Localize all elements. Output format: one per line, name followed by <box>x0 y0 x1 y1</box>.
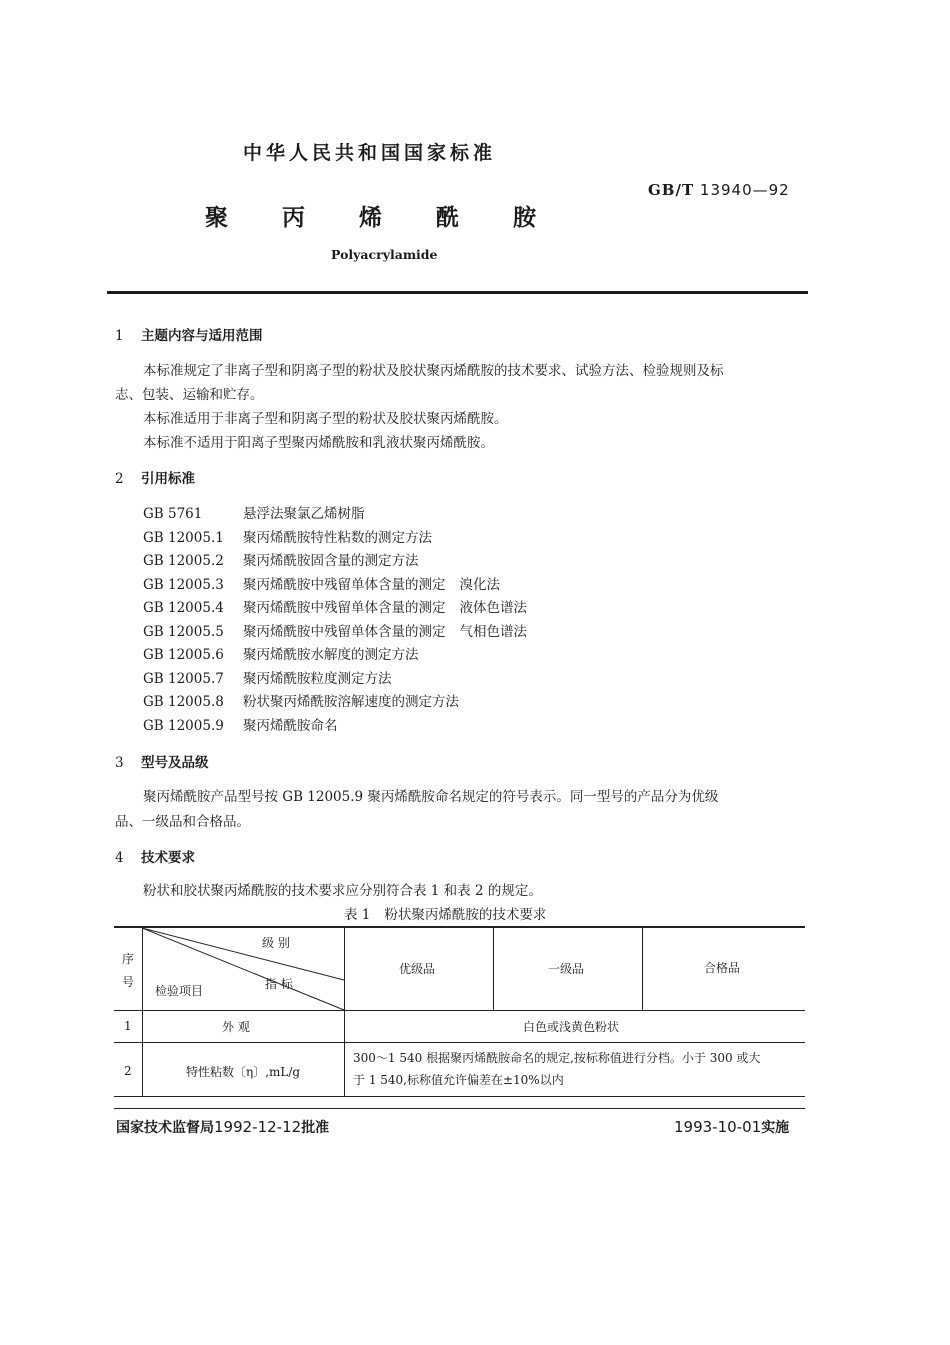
reference-item: GB 5761 悬浮法聚氯乙烯树脂 <box>143 506 365 522</box>
row-2-value-line-1: 300～1 540 根据聚丙烯酰胺命名的规定,按标称值进行分档。小于 300 或大 <box>353 1051 761 1065</box>
header-rule <box>107 291 808 294</box>
document-title-cn: 聚丙烯酰胺 <box>205 204 590 231</box>
implementation-date: 1993-10-01实施 <box>674 1118 790 1136</box>
table-1-caption: 表 1 粉状聚丙烯酰胺的技术要求 <box>344 907 547 923</box>
standard-code: 13940—92 <box>699 181 790 199</box>
reference-item: GB 12005.6 聚丙烯酰胺水解度的测定方法 <box>143 647 419 663</box>
table-rule-row1 <box>114 1042 805 1043</box>
header-seq-1: 序 <box>122 952 135 966</box>
section-3-heading: 3 型号及品级 <box>115 755 209 771</box>
standard-prefix: GB/T <box>648 181 695 199</box>
reference-item: GB 12005.7 聚丙烯酰胺粒度测定方法 <box>143 671 392 687</box>
table-col-divider <box>493 926 494 1011</box>
reference-item: GB 12005.8 粉状聚丙烯酰胺溶解速度的测定方法 <box>143 694 459 710</box>
section-1-para-1a: 本标准规定了非离子型和阴离子型的粉状及胶状聚丙烯酰胺的技术要求、试验方法、检验规则及标 <box>143 363 724 379</box>
header-grade-first: 一级品 <box>548 962 585 976</box>
section-4-heading: 4 技术要求 <box>115 850 195 866</box>
row-2-no: 2 <box>124 1064 132 1078</box>
row-1-value: 白色或浅黄色粉状 <box>523 1020 620 1034</box>
header-grade-qualified: 合格品 <box>704 961 741 975</box>
reference-item: GB 12005.4 聚丙烯酰胺中残留单体含量的测定 液体色谱法 <box>143 600 527 616</box>
reference-item: GB 12005.5 聚丙烯酰胺中残留单体含量的测定 气相色谱法 <box>143 624 527 640</box>
header-seq-2: 号 <box>122 975 135 989</box>
header-grade: 级 别 <box>262 936 290 950</box>
section-3-para-1a: 聚丙烯酰胺产品型号按 GB 12005.9 聚丙烯酰胺命名规定的符号表示。同一型号的产品分为优级 <box>143 789 719 805</box>
reference-item: GB 12005.9 聚丙烯酰胺命名 <box>143 718 338 734</box>
header-item: 检验项目 <box>155 984 204 998</box>
section-2-heading: 2 引用标准 <box>115 471 195 487</box>
row-1-no: 1 <box>124 1019 132 1033</box>
reference-item: GB 12005.2 聚丙烯酰胺固含量的测定方法 <box>143 553 419 569</box>
section-4-para-1: 粉状和胶状聚丙烯酰胺的技术要求应分别符合表 1 和表 2 的规定。 <box>143 883 542 899</box>
header-indicator: 指 标 <box>265 977 293 991</box>
row-2-item: 特性粘数〔η〕,mL/g <box>186 1065 301 1079</box>
table-rule-row2 <box>114 1096 805 1097</box>
footer-rule <box>114 1108 805 1109</box>
row-1-item: 外 观 <box>222 1020 250 1034</box>
national-standard-heading: 中华人民共和国国家标准 <box>243 142 497 164</box>
reference-item: GB 12005.1 聚丙烯酰胺特性粘数的测定方法 <box>143 530 432 546</box>
table-col-divider <box>642 926 643 1011</box>
reference-item: GB 12005.3 聚丙烯酰胺中残留单体含量的测定 溴化法 <box>143 577 500 593</box>
section-1-para-3: 本标准不适用于阳离子型聚丙烯酰胺和乳液状聚丙烯酰胺。 <box>143 435 494 451</box>
header-grade-premium: 优级品 <box>399 962 436 976</box>
table-1 <box>114 926 805 1097</box>
issue-approval: 国家技术监督局1992-12-12批准 <box>116 1118 330 1136</box>
standard-number <box>648 181 790 199</box>
row-2-value-line-2: 于 1 540,标称值允许偏差在±10%以内 <box>353 1073 564 1087</box>
section-1-para-1b: 志、包装、运输和贮存。 <box>115 387 264 403</box>
section-1-heading: 1 主题内容与适用范围 <box>115 328 263 344</box>
document-title-en: Polyacrylamide <box>331 247 438 262</box>
section-1-para-2: 本标准适用于非离子型和阴离子型的粉状及胶状聚丙烯酰胺。 <box>143 411 508 427</box>
section-3-para-1b: 品、一级品和合格品。 <box>115 814 250 830</box>
